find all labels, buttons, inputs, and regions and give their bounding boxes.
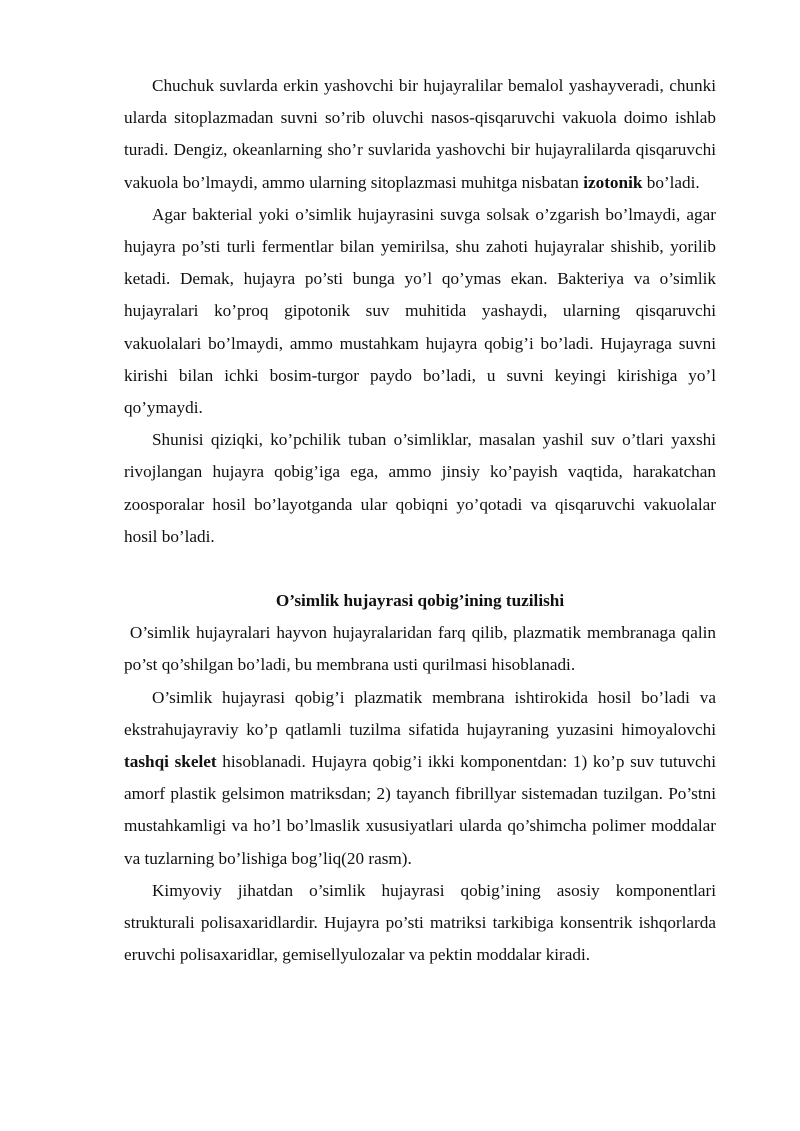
section-heading: O’simlik hujayrasi qobig’ining tuzilishi (275, 591, 565, 611)
paragraph-5-text: O’simlik hujayrasi qobig’i plazmatik membrana ishtirokida hosil bo’ladi va ekstrahujayraviy ko’p qatlamli tuzilma sifatida hujayraning yuzasini himoyalovchi (124, 687, 716, 739)
section-spacer (124, 553, 716, 585)
paragraph-6: Kimyoviy jihatdan o’simlik hujayrasi qobig’ining asosiy komponentlari strukturali polisaxaridlardir. Hujayra po’sti matriksi tarkibiga konsentrik ishqorlarda eruvchi polisaxaridlar, gemisellyulozalar va pektin moddalar kiradi. (124, 880, 716, 965)
paragraph-4: O’simlik hujayralari hayvon hujayralaridan farq qilib, plazmatik membranaga qalin po’st qo’shilgan bo’ladi, bu membrana usti qurilmasi hisoblanadi. (124, 623, 721, 675)
paragraph-1-end: bo’ladi. (642, 172, 700, 192)
paragraph-3: Shunisi qiziqki, ko’pchilik tuban o’simliklar, masalan yashil suv o’tlari yaxshi rivojlangan hujayra qobig’iga ega, ammo jinsiy ko’payish vaqtida, harakatchan zoosporalar hosil bo’layotganda ular qobiqni yo’qotadi va qisqaruvchi vakuolalar hosil bo’ladi. (124, 430, 716, 546)
paragraph-1-text: Chuchuk suvlarda erkin yashovchi bir hujayralilar bemalol yashayveradi, chunki ularda sitoplazmadan suvni so’rib oluvchi nasos-qisqaruvchi vakuola doimo ishlab turadi. Dengiz, okeanlarning sho’r suvlarida yashovchi bir hujayralilarda qisqaruvchi vakuola bo’lmaydi, ammo ularning sitoplazmasi muhitga nisbatan (124, 76, 716, 192)
paragraph-5-end: hisoblanadi. Hujayra qobig’i ikki komponentdan: 1) ko’p suv tutuvchi amorf plastik gelsimon matriksdan; 2) tayanch fibrillyar sistemadan tuzilgan. Po’stni mustahkamligi va ho’l bo’lmaslik xususiyatlari ularda qo’shimcha polimer moddalar va tuzlarning bo’lishiga bog’liq(20 rasm). (124, 752, 716, 868)
document-body (124, 70, 721, 971)
paragraph-5 (124, 682, 716, 875)
paragraph-2: Agar bakterial yoki o’simlik hujayrasini suvga solsak o’zgarish bo’lmaydi, agar hujayra po’sti turli fermentlar bilan yemirilsa, shu zahoti hujayralar shishib, yorilib ketadi. Demak, hujayra po’sti bunga yo’l qo’ymas ekan. Bakteriya va o’simlik hujayralari ko’proq gipotonik suv muhitida yashaydi, ularning qisqaruvchi vakuolalari bo’lmaydi, ammo mustahkam hujayra qobig’i bo’ladi. Hujayraga suvni kirishi bilan ichki bosim-turgor paydo bo’ladi, u suvni keyingi kirishiga yo’l qo’ymaydi. (124, 204, 716, 418)
term-tashqi-skelet: tashqi skelet (124, 752, 217, 772)
paragraph-1 (124, 70, 716, 199)
term-izotonik: izotonik (583, 172, 643, 192)
